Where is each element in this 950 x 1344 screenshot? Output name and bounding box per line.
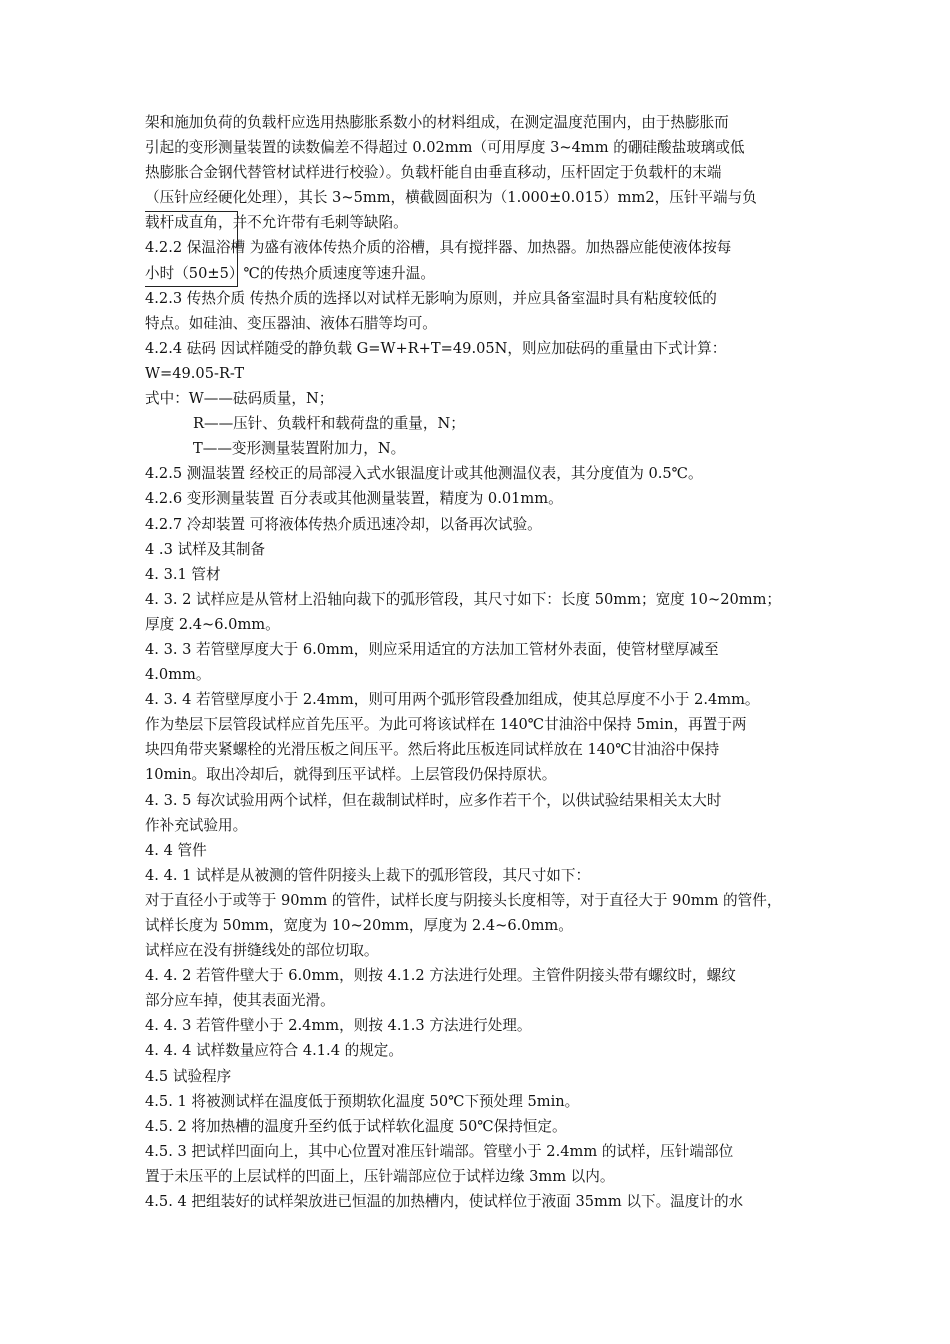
section-4-3-4: 4. 3. 4 若管壁厚度小于 2.4mm，则可用两个弧形管段叠加组成，使其总厚度不小于 2.4mm。 xyxy=(145,691,760,709)
text-line: 特点。如硅油、变压器油、液体石腊等均可。 xyxy=(145,314,437,332)
section-4-2-3: 4.2.3 传热介质 传热介质的选择以对试样无影响为原则，并应具备室温时具有粘度较低的 xyxy=(145,289,717,307)
text-line: 载杆成直角，并不允许带有毛刺等缺陷。 xyxy=(145,214,408,232)
text-line: 试样应在没有拼缝线处的部位切取。 xyxy=(145,942,379,960)
section-heading-4-3-1: 4. 3.1 管材 xyxy=(145,565,221,583)
section-4-2-5: 4.2.5 测温装置 经校正的局部浸入式水银温度计或其他测温仪表，其分度值为 0.5℃。 xyxy=(145,465,703,483)
table-cell-border xyxy=(145,211,238,287)
section-4-5-1: 4.5. 1 将被测试样在温度低于预期软化温度 50℃下预处理 5min。 xyxy=(145,1092,580,1110)
section-4-5-2: 4.5. 2 将加热槽的温度升至约低于试样软化温度 50℃保持恒定。 xyxy=(145,1117,567,1135)
section-heading-4-4: 4. 4 管件 xyxy=(145,841,207,859)
section-4-2-4: 4.2.4 砝码 因试样随受的静负载 G=W+R+T=49.05N，则应加砝码的重量由下式计算： xyxy=(145,339,727,357)
text-line: 置于未压平的上层试样的凹面上，压针端部应位于试样边缘 3mm 以内。 xyxy=(145,1167,615,1185)
section-heading-4-3: 4 .3 试样及其制备 xyxy=(145,540,266,558)
section-4-4-2: 4. 4. 2 若管件壁大于 6.0mm，则按 4.1.2 方法进行处理。主管件阴接头带有螺纹时，螺纹 xyxy=(145,967,736,985)
formula-legend: T——变形测量装置附加力，N。 xyxy=(193,440,406,458)
section-4-5-4: 4.5. 4 把组装好的试样架放进已恒温的加热槽内，使试样位于液面 35mm 以下。温度计的水 xyxy=(145,1193,744,1211)
text-line: 部分应车掉，使其表面光滑。 xyxy=(145,992,335,1010)
text-line: 引起的变形测量装置的读数偏差不得超过 0.02mm（可用厚度 3~4mm 的硼硅酸盐玻璃或低 xyxy=(145,139,745,157)
text-line: 热膨胀合金钢代替管材试样进行校验）。负载杆能自由垂直移动，压杆固定于负载杆的末端 xyxy=(145,164,722,182)
text-line: 试样长度为 50mm，宽度为 10~20mm，厚度为 2.4~6.0mm。 xyxy=(145,917,573,934)
section-4-2-7: 4.2.7 冷却装置 可将液体传热介质迅速冷却，以备再次试验。 xyxy=(145,515,542,533)
section-4-3-5: 4. 3. 5 每次试验用两个试样，但在裁制试样时，应多作若干个，以供试验结果相关太大时 xyxy=(145,791,722,809)
section-4-3-2: 4. 3. 2 试样应是从管材上沿轴向裁下的弧形管段，其尺寸如下：长度 50mm；宽度 10~20mm； xyxy=(145,590,782,608)
section-4-4-3: 4. 4. 3 若管件壁小于 2.4mm，则按 4.1.3 方法进行处理。 xyxy=(145,1017,532,1035)
text-line: （压针应经硬化处理），其长 3~5mm，横截圆面积为（1.000±0.015）mm2，压针平端与负 xyxy=(145,189,757,207)
section-4-4-4: 4. 4. 4 试样数量应符合 4.1.4 的规定。 xyxy=(145,1042,403,1060)
text-line: 对于直径小于或等于 90mm 的管件，试样长度与阴接头长度相等，对于直径大于 90mm 的管件， xyxy=(145,891,782,909)
formula-legend: 式中：W——砝码质量，N； xyxy=(145,390,334,408)
text-line: 小时（50±5）℃的传热介质速度等速升温。 xyxy=(145,264,435,282)
formula-legend: R——压针、负载杆和载荷盘的重量，N； xyxy=(193,415,465,433)
section-4-5-3: 4.5. 3 把试样凹面向上，其中心位置对准压针端部。管壁小于 2.4mm 的试样，压针端部位 xyxy=(145,1142,734,1160)
section-heading-4-5: 4.5 试验程序 xyxy=(145,1067,232,1085)
formula: W=49.05-R-T xyxy=(145,364,245,382)
text-line: 块四角带夹紧螺栓的光滑压板之间压平。然后将此压板连同试样放在 140℃甘油浴中保持 xyxy=(145,741,720,759)
text-line: 架和施加负荷的负载杆应选用热膨胀系数小的材料组成，在测定温度范围内，由于热膨胀而 xyxy=(145,114,729,131)
document-body xyxy=(145,110,809,1214)
text-line: 10min。取出冷却后，就得到压平试样。上层管段仍保持原状。 xyxy=(145,766,557,784)
text-line: 4.0mm。 xyxy=(145,666,211,684)
text-line: 作为垫层下层管段试样应首先压平。为此可将该试样在 140℃甘油浴中保持 5min，再置于两 xyxy=(145,716,747,734)
section-4-4-1: 4. 4. 1 试样是从被测的管件阴接头上裁下的弧形管段，其尺寸如下： xyxy=(145,866,591,884)
section-4-2-6: 4.2.6 变形测量装置 百分表或其他测量装置，精度为 0.01mm。 xyxy=(145,490,563,508)
section-4-2-2: 4.2.2 保温浴槽 为盛有液体传热介质的浴槽，具有搅拌器、加热器。加热器应能使液体按每 xyxy=(145,239,732,257)
text-line: 厚度 2.4~6.0mm。 xyxy=(145,615,280,633)
section-4-3-3: 4. 3. 3 若管壁厚度大于 6.0mm，则应采用适宜的方法加工管材外表面，使管材壁厚减至 xyxy=(145,640,719,658)
text-line: 作补充试验用。 xyxy=(145,816,248,834)
